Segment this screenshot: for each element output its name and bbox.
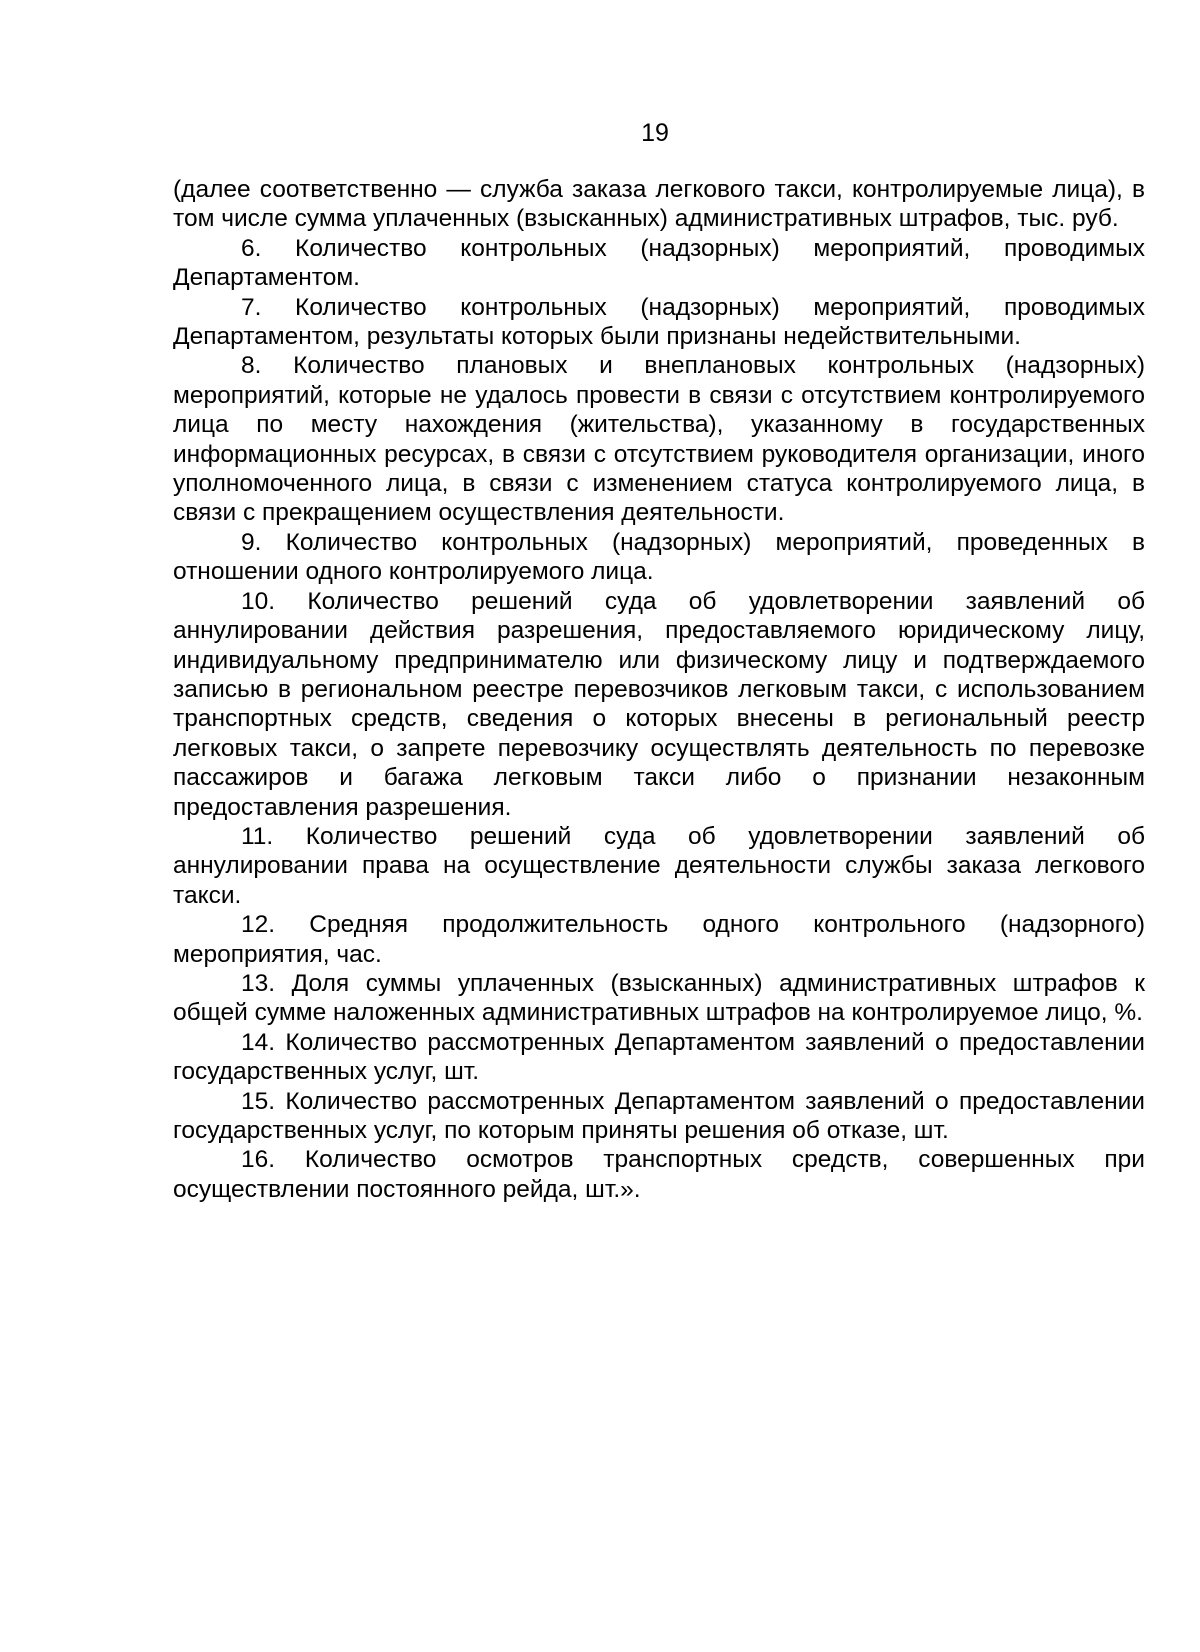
list-item-8: 8. Количество плановых и внеплановых контрольных (надзорных) мероприятий, которые не удалось провести в связи с отсутствием контролируемого лица по месту нахождения (жительства), указанному в государственных информационных ресурсах, в связи с отсутствием руководителя организации, иного уполномоченного лица, в связи с изменением статуса контролируемого лица, в связи с прекращением осуществления деятельности.: [173, 352, 1145, 527]
list-item-13: 13. Доля суммы уплаченных (взысканных) административных штрафов к общей сумме наложенных административных штрафов на контролируемое лицо, %.: [173, 969, 1145, 1027]
document-body: [173, 175, 1145, 1204]
list-item-15: 15. Количество рассмотренных Департаментом заявлений о предоставлении государственных услуг, по которым приняты решения об отказе, шт.: [173, 1087, 1145, 1144]
list-item-6: 6. Количество контрольных (надзорных) мероприятий, проводимых Департаментом.: [173, 234, 1145, 292]
paragraph-continuation: (далее соответственно — служба заказа легкового такси, контролируемые лица), в том числе сумма уплаченных (взысканных) административных штрафов, тыс. руб.: [173, 176, 1145, 233]
page-number: 19: [641, 119, 669, 147]
list-item-14: 14. Количество рассмотренных Департаментом заявлений о предоставлении государственных услуг, шт.: [173, 1028, 1145, 1086]
list-item-12: 12. Средняя продолжительность одного контрольного (надзорного) мероприятия, час.: [173, 911, 1145, 968]
list-item-10: 10. Количество решений суда об удовлетворении заявлений об аннулировании действия разрешения, предоставляемого юридическому лицу, индивидуальному предпринимателю или физическому лицу и подтверждаемого записью в региональном реестре перевозчиков легковым такси, с использованием транспортных средств, сведения о которых внесены в региональный реестр легковых такси, о запрете перевозчику осуществлять деятельность по перевозке пассажиров и багажа легковым такси либо о признании незаконным предоставления разрешения.: [173, 587, 1145, 821]
list-item-7: 7. Количество контрольных (надзорных) мероприятий, проводимых Департаментом, результаты которых были признаны недействительными.: [173, 293, 1145, 351]
list-item-16: 16. Количество осмотров транспортных средств, совершенных при осуществлении постоянного рейда, шт.».: [173, 1146, 1145, 1203]
list-item-9: 9. Количество контрольных (надзорных) мероприятий, проведенных в отношении одного контролируемого лица.: [173, 528, 1145, 586]
list-item-11: 11. Количество решений суда об удовлетворении заявлений об аннулировании права на осуществление деятельности службы заказа легкового такси.: [173, 822, 1145, 909]
